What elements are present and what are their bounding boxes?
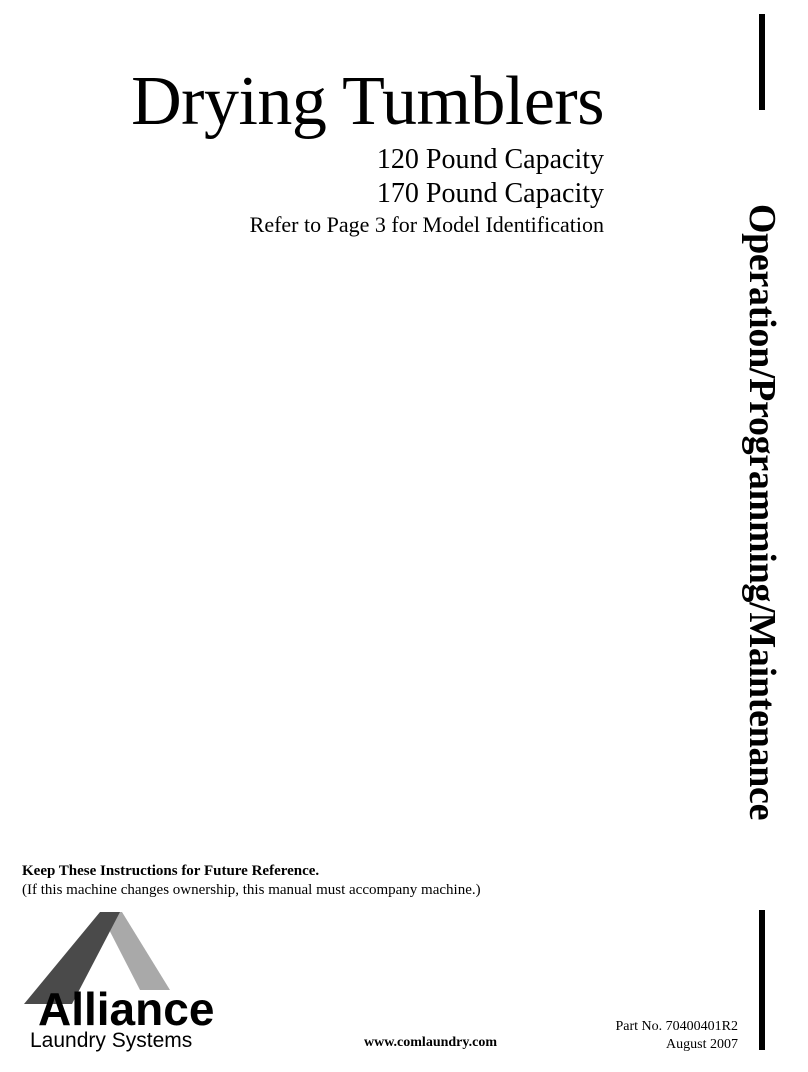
side-band-text: Operation/Programming/Maintenance <box>741 203 783 821</box>
side-band-top-rule <box>759 14 765 110</box>
ownership-note: (If this machine changes ownership, this manual must accompany machine.) <box>22 882 481 898</box>
part-number: Part No. 70400401R2 <box>615 1019 738 1034</box>
alliance-logo <box>20 912 270 1057</box>
capacity-120: 120 Pound Capacity <box>376 144 604 175</box>
keep-instructions-heading: Keep These Instructions for Future Reference. <box>22 863 320 879</box>
capacity-170: 170 Pound Capacity <box>376 178 604 209</box>
model-identification-note: Refer to Page 3 for Model Identification <box>249 212 604 237</box>
logo-brand-name: Alliance <box>38 983 215 1035</box>
website-link[interactable]: www.comlaundry.com <box>364 1035 497 1050</box>
page-title: Drying Tumblers <box>131 63 604 140</box>
side-band-bottom-rule <box>759 910 765 1050</box>
logo-tagline: Laundry Systems <box>30 1029 193 1052</box>
publication-date: August 2007 <box>666 1037 738 1052</box>
side-band <box>740 118 784 906</box>
